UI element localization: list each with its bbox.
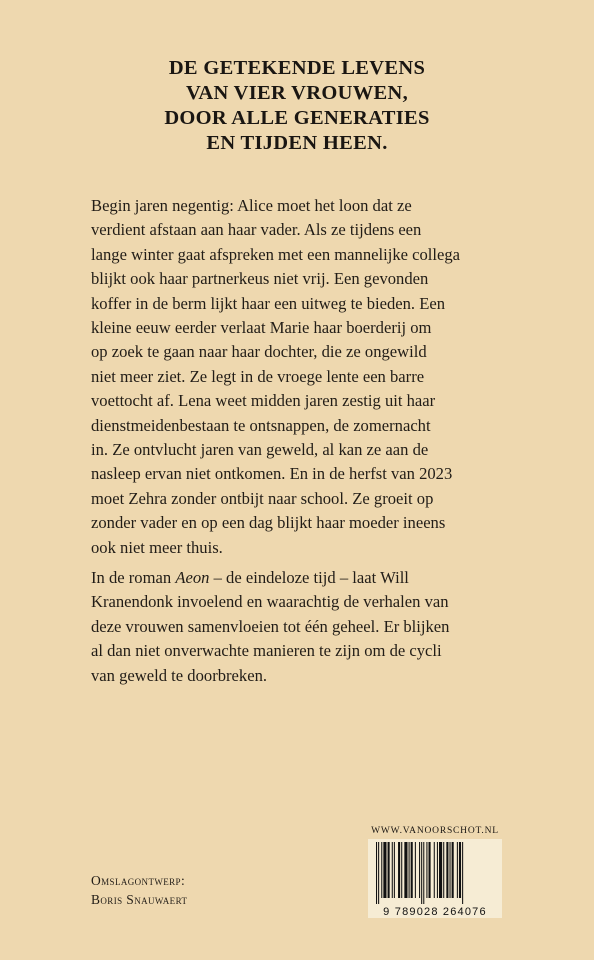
barcode-bar — [443, 842, 444, 898]
blurb-line: van geweld te doorbreken. — [91, 665, 268, 685]
blurb-line: kleine eeuw eerder verlaat Marie haar boerderij om — [91, 318, 432, 338]
blurb-line: Begin jaren negentig: Alice moet het loon dat ze — [91, 196, 412, 215]
blurb-line: blijkt ook haar partnerkeus niet vrij. Een gevonden — [91, 269, 429, 289]
blurb-line: verdient afstaan aan haar vader. Als ze tijdens een — [91, 220, 422, 240]
blurb-line: niet meer ziet. Ze legt in de vroege lente een barre — [91, 366, 425, 386]
blurb-line: voettocht af. Lena weet midden jaren zestig uit haar — [91, 391, 436, 411]
blurb-paragraph-1 — [91, 194, 521, 560]
barcode-bar — [419, 842, 420, 898]
barcode-bar — [376, 842, 377, 904]
blurb-paragraph-2 — [91, 566, 521, 688]
barcode-bar — [401, 842, 402, 898]
barcode-bar — [426, 842, 427, 898]
headline-line: DOOR ALLE GENERATIES — [164, 107, 430, 129]
isbn-barcode-block — [368, 826, 502, 916]
barcode-bar — [392, 842, 393, 898]
blurb-line: Kranendonk invoelend en waarachtig de verhalen van — [91, 592, 449, 612]
barcode-bar — [388, 842, 390, 898]
credit-name: Boris Snauwaert — [91, 892, 188, 907]
blurb-line: koffer in de berm lijkt haar een uitweg te bieden. Een — [91, 293, 446, 313]
barcode-bar — [446, 842, 448, 898]
barcode-bar — [439, 842, 442, 898]
barcode-bars — [372, 842, 498, 904]
barcode-bar — [381, 842, 382, 898]
blurb-line — [91, 566, 521, 590]
blurb-line: moet Zehra zonder ontbijt naar school. Ze groeit op — [91, 488, 434, 508]
barcode-bar — [394, 842, 395, 898]
barcode-bar — [383, 842, 386, 898]
barcode-bar — [452, 842, 454, 898]
blurb-line: zonder vader en op een dag blijkt haar moeder ineens — [91, 513, 446, 533]
isbn-number: 9 789028 264076 — [368, 906, 502, 918]
barcode-bar — [450, 842, 451, 898]
credit-label: Omslagontwerp: — [91, 873, 186, 888]
blurb-line: in. Ze ontvlucht jaren van geweld, al kan ze aan de — [91, 440, 429, 460]
barcode-bar — [404, 842, 407, 898]
barcode-bar — [423, 842, 424, 904]
barcode-bar — [411, 842, 413, 898]
barcode-bar — [437, 842, 438, 898]
barcode-bar — [434, 842, 435, 898]
barcode-bar — [415, 842, 416, 898]
blurb-line: dienstmeidenbestaan te ontsnappen, de zomernacht — [91, 415, 431, 435]
back-cover-headline — [0, 56, 594, 156]
book-title: Aeon — [175, 568, 210, 587]
blurb-line: op zoek te gaan naar haar dochter, die ze ongewild — [91, 342, 427, 362]
barcode-bar — [378, 842, 379, 904]
headline-line: EN TIJDEN HEEN. — [206, 132, 388, 154]
barcode-bar — [409, 842, 410, 898]
barcode-bar — [421, 842, 422, 904]
cover-design-credit — [91, 871, 187, 909]
barcode-bar — [457, 842, 458, 898]
barcode-bar — [462, 842, 463, 904]
blurb-line: lange winter gaat afspreken met een mannelijke collega — [91, 244, 461, 264]
blurb-line: nasleep ervan niet ontkomen. En in de herfst van 2023 — [91, 464, 453, 484]
barcode — [368, 839, 502, 916]
blurb-text: – de eindeloze tijd – laat Will — [209, 568, 409, 587]
blurb-line: ook niet meer thuis. — [91, 537, 223, 557]
barcode-bar — [429, 842, 431, 898]
blurb-line: al dan niet onverwachte manieren te zijn om de cycli — [91, 641, 442, 661]
headline-line: DE GETEKENDE LEVENS — [168, 57, 426, 79]
blurb-text: In de roman — [91, 568, 176, 587]
publisher-website: WWW.VANOORSCHOT.NL — [371, 826, 499, 836]
barcode-bar — [398, 842, 400, 898]
barcode-bar — [459, 842, 461, 898]
headline-line: VAN VIER VROUWEN, — [185, 82, 409, 104]
blurb-line: deze vrouwen samenvloeien tot één geheel. Er blijken — [91, 616, 450, 636]
